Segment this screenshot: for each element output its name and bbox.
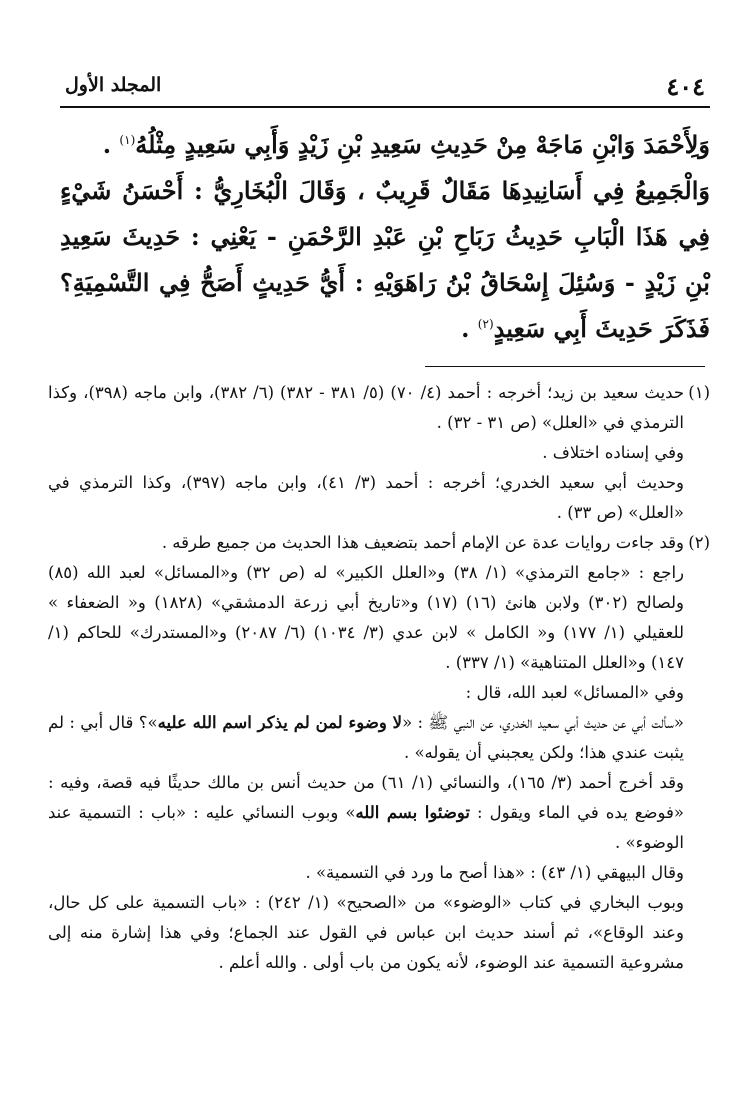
footnote-1-mark: (١) [688, 383, 710, 402]
footnote-2-text-e-end: » وبوب النسائي عليه : «باب : التسمية عند الوضوء» . [48, 803, 684, 852]
footnote-2-text-e [48, 768, 684, 858]
footnote-2-text-b: راجع : «جامع الترمذي» (١/ ٣٨) و«العلل الكبير» له (ص ٣٢) و«المسائل» لعبد الله (٨٥) ولصالح (٣٠٢) ولابن هانئ (١٦) (١٧) و«تاريخ أبي زرعة الدمشقي» (١٨٢٨) و« الضعفاء » للعقيلي (١/ ١٧٧) و« الكامل » لابن عدي (٣/ ١٠٣٤) (٦/ ٢٠٨٧) و«المستدرك» للحاكم (١/ ١٤٧) و«العلل المتناهية» (١/ ٣٣٧) . [48, 563, 685, 672]
footnote-2-text-d-end: »؟ قال أبي : لم يثبت عندي هذا؛ ولكن يعجبني أن يقوله» . [48, 713, 684, 762]
main-paragraph-2-text: وَالْجَمِيعُ فِي أَسَانِيدِهَا مَقَالٌ قَرِيبٌ ، وَقَالَ الْبُخَارِيُّ : أَحْسَنُ شَيْءٍ فِي هَذَا الْبَابِ حَدِيثُ رَبَاحِ بْنِ عَبْدِ الرَّحْمَنِ - يَعْنِي : حَدِيثَ سَعِيدِ بْنِ زَيْدٍ - وَسُئِلَ إِسْحَاقُ بْنُ رَاهَوَيْهِ : أَيُّ حَدِيثٍ أَصَحُّ فِي التَّسْمِيَةِ؟ فَذَكَرَ حَدِيثَ أَبِي سَعِيدٍ [60, 176, 711, 343]
footnotes [48, 378, 710, 978]
footnote-2-mark: (٢) [688, 533, 710, 552]
main-paragraph-1-end: . [102, 130, 120, 159]
main-paragraph-2 [60, 168, 710, 352]
footnote-1 [48, 378, 710, 528]
main-text [60, 122, 710, 352]
hadith-quote-2: توضئوا بسم الله [355, 803, 470, 822]
footnote-2-text-c: وفي «المسائل» لعبد الله، قال : [465, 683, 684, 702]
header-divider [60, 106, 710, 108]
footnote-2-text-g: وبوب البخاري في كتاب «الوضوء» من «الصحيح» (١/ ٢٤٢) : «باب التسمية على كل حال، وعند الوقاع»، ثم أسند حديث ابن عباس في القول عند الجماع؛ وفي هذا إشارة منه إلى مشروعية التسمية عند الوضوء، لأنه يكون من باب أولى . والله أعلم . [48, 893, 684, 972]
main-paragraph-1 [60, 122, 710, 168]
page-header [65, 70, 705, 102]
footnote-2-text-a: وقد جاءت روايات عدة عن الإمام أحمد بتضعيف هذا الحديث من جميع طرقه . [161, 533, 684, 552]
main-paragraph-2-end: . [461, 314, 478, 343]
footnote-2-text-e-start: وقد أخرج أحمد (٣/ ١٦٥)، والنسائي (١/ ٦١) من حديث أنس بن مالك حديثًا فيه قصة، وفيه : «فوضع يده في الماء ويقول : [48, 773, 684, 822]
footnote-1-text-c: وحديث أبي سعيد الخدري؛ أخرجه : أحمد (٣/ ٤١)، وابن ماجه (٣٩٧)، وكذا الترمذي في «العلل» (ص ٣٣) . [48, 473, 684, 522]
hadith-quote: لا وضوء لمن لم يذكر اسم الله عليه [157, 713, 403, 732]
footnote-2 [48, 528, 710, 978]
footnote-divider [425, 366, 705, 367]
footnote-1-text-b: وفي إسناده اختلاف . [542, 443, 684, 462]
footnote-ref-1: (١) [119, 133, 136, 147]
footnote-ref-2: (٢) [477, 317, 494, 331]
page-number: ٤٠٤ [666, 72, 705, 101]
main-paragraph-1-text: وَلِأَحْمَدَ وَابْنِ مَاجَهْ مِنْ حَدِيثِ سَعِيدِ بْنِ زَيْدٍ وَأَبِي سَعِيدٍ مِثْلُهُ [135, 130, 710, 159]
volume-title: المجلد الأول [65, 74, 162, 96]
footnote-2-text-f: وقال البيهقي (١/ ٤٣) : «هذا أصح ما ورد في التسمية» . [305, 863, 684, 882]
footnote-2-text-d-start: «سألت أبي عن حديث أبي سعيد الخدري، عن النبي ﷺ : « [402, 713, 684, 732]
footnote-1-text-a: حديث سعيد بن زيد؛ أخرجه : أحمد (٤/ ٧٠) (٥/ ٣٨١ - ٣٨٢) (٦/ ٣٨٢)، وابن ماجه (٣٩٨)، وكذا الترمذي في «العلل» (ص ٣١ - ٣٢) . [48, 383, 685, 432]
footnote-2-text-d [48, 708, 684, 768]
